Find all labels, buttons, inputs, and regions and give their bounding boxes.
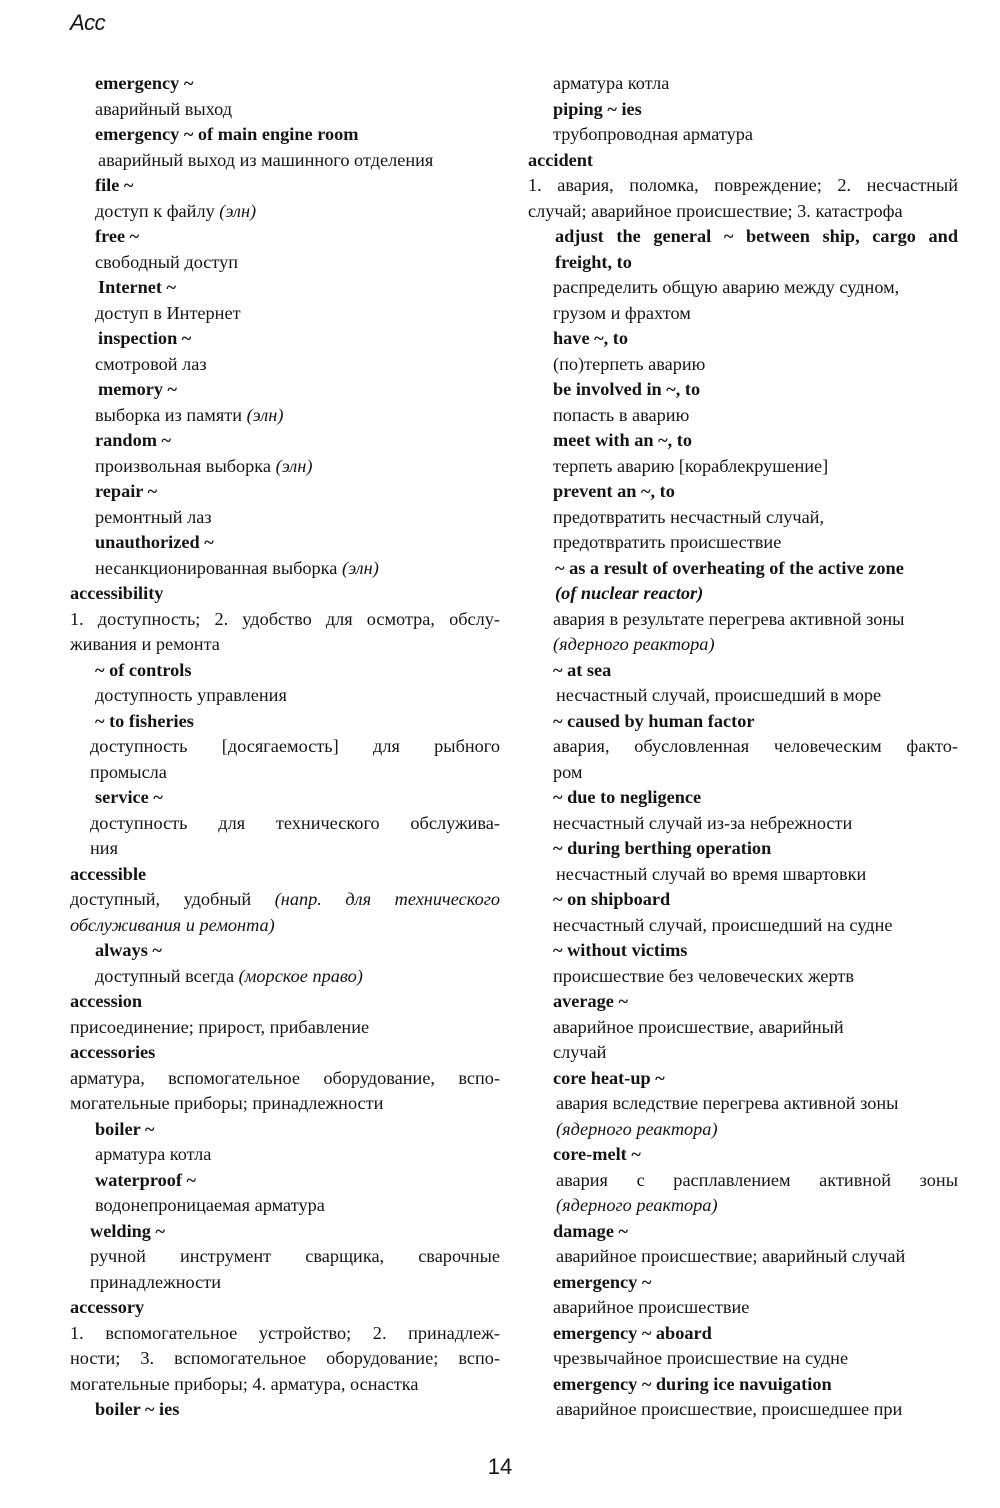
- entry-definition: [70, 1372, 500, 1398]
- entry-definition: [70, 1091, 500, 1117]
- entry-text: аварийное происшествие: [553, 1297, 750, 1317]
- entry-text: free ~: [95, 226, 140, 246]
- entry-text: emergency ~: [553, 1271, 652, 1292]
- entry-definition: [528, 913, 958, 939]
- entry-headword: [70, 938, 500, 964]
- entry-text: доступный, удобный: [70, 889, 275, 909]
- entry-text: always ~: [95, 940, 162, 960]
- entry-text: трубопроводная арматура: [553, 124, 754, 144]
- entry-text: accessories: [70, 1042, 156, 1062]
- entry-definition: [528, 1117, 958, 1143]
- entry-text: принадлежности: [90, 1271, 222, 1292]
- entry-definition: [528, 1168, 958, 1194]
- entry-text: boiler ~ ies: [95, 1399, 180, 1419]
- entry-text: inspection ~: [98, 328, 192, 348]
- entry-headword: [70, 428, 500, 454]
- entry-headword: [528, 428, 958, 454]
- entry-headword: [528, 1270, 958, 1296]
- entry-headword: [70, 530, 500, 556]
- entry-definition: [70, 683, 500, 709]
- entry-text: core-melt ~: [553, 1144, 641, 1164]
- entry-text: несчастный случай из-за небрежности: [553, 812, 853, 833]
- entry-definition: [528, 301, 958, 327]
- entry-definition: [528, 275, 958, 301]
- entry-text: доступность [досягаемость] для рыбного: [90, 736, 500, 756]
- entry-definition: [528, 173, 958, 199]
- entry-text: emergency ~ aboard: [553, 1322, 712, 1343]
- entry-headword: [528, 97, 958, 123]
- entry-definition: [70, 1270, 500, 1296]
- entry-italic-note: (ядерного реактора): [553, 634, 715, 654]
- entry-definition: [528, 1040, 958, 1066]
- entry-definition: [528, 1346, 958, 1372]
- entry-definition: [528, 683, 958, 709]
- entry-text: несчастный случай, происшедший на судне: [553, 914, 893, 935]
- entry-text: accessory: [70, 1297, 145, 1317]
- entry-definition: [528, 403, 958, 429]
- entry-headword: [528, 1321, 958, 1347]
- entry-headword: [528, 556, 958, 582]
- entry-text: (по)терпеть аварию: [553, 353, 706, 374]
- entry-text: происшествие без человеческих жертв: [553, 965, 855, 986]
- entry-headword: [528, 148, 958, 174]
- entry-text: аварийное происшествие, аварийный: [553, 1016, 844, 1037]
- entry-text: repair ~: [95, 481, 158, 501]
- entry-headword: [70, 1117, 500, 1143]
- entry-definition: [528, 505, 958, 531]
- entry-text: смотровой лаз: [95, 353, 207, 374]
- running-head: Acc: [70, 10, 106, 35]
- entry-headword: [528, 479, 958, 505]
- entry-headword: [528, 989, 958, 1015]
- entry-text: be involved in ~, to: [553, 379, 701, 399]
- entry-text: живания и ремонта: [70, 634, 220, 654]
- entry-definition: [528, 862, 958, 888]
- entry-definition: [528, 454, 958, 480]
- entry-headword: [528, 1142, 958, 1168]
- entry-italic-note: обслуживания и ремонта): [70, 914, 275, 935]
- entry-headword: [528, 224, 958, 250]
- entry-definition: [528, 352, 958, 378]
- entry-headword: [70, 122, 500, 148]
- entry-text: распределить общую аварию между судном,: [553, 277, 900, 297]
- entry-italic-note: (напр. для технического: [274, 889, 500, 909]
- entry-definition: [528, 530, 958, 556]
- entry-text: аварийное происшествие, происшедшее при: [556, 1399, 903, 1419]
- entry-definition: [70, 301, 500, 327]
- entry-headword: [70, 989, 500, 1015]
- entry-text: несчастный случай, происшедший в море: [556, 685, 882, 705]
- entry-definition: [528, 122, 958, 148]
- entry-definition: [70, 887, 500, 913]
- entry-text: грузом и фрахтом: [553, 302, 691, 323]
- entry-text: аварийный выход: [95, 98, 233, 119]
- entry-definition: [70, 352, 500, 378]
- entry-headword: [70, 1219, 500, 1245]
- entry-text: damage ~: [553, 1220, 629, 1241]
- entry-text: арматура, вспомогательное оборудование, вспо-: [70, 1067, 500, 1088]
- entry-definition: [528, 632, 958, 658]
- entry-text: арматура котла: [553, 73, 670, 93]
- entry-text: accessibility: [70, 583, 164, 603]
- entry-definition: [70, 1193, 500, 1219]
- entry-text: доступность управления: [95, 685, 287, 705]
- entry-italic-note: (морское право): [238, 965, 363, 986]
- entry-text: ром: [553, 761, 583, 782]
- entry-text: выборка из памяти: [95, 404, 247, 425]
- entry-definition: [70, 964, 500, 990]
- entry-text: core heat-up ~: [553, 1067, 665, 1088]
- entry-definition: [70, 1321, 500, 1347]
- entry-text: meet with an ~, to: [553, 430, 692, 450]
- entry-definition: [70, 1346, 500, 1372]
- entry-definition: [70, 607, 500, 633]
- entry-headword: [528, 658, 958, 684]
- entry-definition: [70, 811, 500, 837]
- entry-headword: [70, 709, 500, 735]
- entry-text: average ~: [553, 991, 628, 1011]
- entry-text: ~ at sea: [553, 659, 612, 680]
- page-number: 14: [487, 1454, 513, 1479]
- entry-headword: [70, 1295, 500, 1321]
- entry-headword: [528, 1372, 958, 1398]
- entry-text: random ~: [95, 430, 172, 450]
- entry-italic-note: (элн): [246, 404, 284, 425]
- entry-text: ~ without victims: [553, 940, 688, 960]
- entry-definition: [70, 734, 500, 760]
- entry-text: ~ to fisheries: [95, 710, 194, 731]
- entry-text: adjust the general ~ between ship, cargo and: [555, 226, 958, 246]
- entry-definition: [528, 1193, 958, 1219]
- entry-text: ~ due to negligence: [553, 787, 702, 807]
- entry-definition: [70, 1244, 500, 1270]
- entry-headword: [70, 1040, 500, 1066]
- entry-definition: [70, 97, 500, 123]
- entry-definition: [70, 403, 500, 429]
- entry-headword: [70, 658, 500, 684]
- entry-definition: [70, 250, 500, 276]
- entry-headword: [528, 250, 958, 276]
- entry-text: попасть в аварию: [553, 404, 690, 425]
- entry-definition: [70, 1015, 500, 1041]
- entry-italic-note: (of nuclear reactor): [555, 583, 704, 603]
- entry-definition: [528, 1244, 958, 1270]
- entry-definition: [528, 71, 958, 97]
- entry-headword: [70, 275, 500, 301]
- entry-headword: [70, 862, 500, 888]
- entry-text: ~ on shipboard: [553, 889, 671, 909]
- entry-headword: [70, 326, 500, 352]
- entry-definition: [528, 1295, 958, 1321]
- entry-text: могательные приборы; 4. арматура, оснастка: [70, 1373, 419, 1394]
- entry-text: водонепроницаемая арматура: [95, 1195, 325, 1215]
- entry-text: have ~, to: [553, 328, 629, 348]
- entry-text: доступный всегда: [95, 965, 239, 986]
- entry-headword: [528, 326, 958, 352]
- entry-text: присоединение; прирост, прибавление: [70, 1016, 370, 1037]
- entry-text: ~ caused by human factor: [553, 710, 755, 731]
- entry-italic-note: (ядерного реактора): [556, 1118, 718, 1139]
- entry-headword: [528, 785, 958, 811]
- entry-text: ручной инструмент сварщика, сварочные: [90, 1246, 500, 1266]
- entry-definition: [528, 734, 958, 760]
- entry-text: piping ~ ies: [553, 98, 642, 119]
- entry-text: случай; аварийное происшествие; 3. катастрофа: [528, 200, 903, 221]
- entry-text: промысла: [90, 761, 167, 782]
- entry-text: аварийный выход из машинного отделения: [98, 149, 434, 170]
- entry-definition: [70, 148, 500, 174]
- entry-text: welding ~: [90, 1220, 166, 1241]
- entry-headword: [70, 224, 500, 250]
- entry-headword: [528, 1066, 958, 1092]
- entry-text: emergency ~: [95, 73, 194, 93]
- entry-text: 1. доступность; 2. удобство для осмотра, обслу-: [70, 608, 500, 629]
- entry-definition: [70, 454, 500, 480]
- entry-text: ремонтный лаз: [95, 506, 212, 527]
- entry-text: авария, обусловленная человеческим факто-: [553, 736, 958, 756]
- entry-headword: [70, 1397, 500, 1423]
- entry-text: несчастный случай во время швартовки: [556, 863, 867, 884]
- entry-text: аварийное происшествие; аварийный случай: [556, 1246, 906, 1266]
- entry-text: accession: [70, 991, 143, 1011]
- entry-definition: [528, 1397, 958, 1423]
- entry-text: freight, to: [555, 251, 632, 272]
- entry-text: emergency ~ of main engine room: [95, 124, 359, 144]
- entry-definition: [528, 811, 958, 837]
- entry-italic-note: (элн): [275, 455, 313, 476]
- entry-headword: [528, 1219, 958, 1245]
- entry-definition: [528, 607, 958, 633]
- entry-definition: [528, 199, 958, 225]
- entry-text: ности; 3. вспомогательное оборудование; вспо-: [70, 1348, 500, 1368]
- entry-headword: [70, 479, 500, 505]
- entry-text: предотвратить происшествие: [553, 532, 782, 552]
- entry-definition: [528, 760, 958, 786]
- entry-text: 1. вспомогательное устройство; 2. принадлеж-: [70, 1322, 500, 1343]
- entry-text: Internet ~: [98, 277, 177, 297]
- entry-text: service ~: [95, 787, 163, 807]
- entry-definition: [70, 199, 500, 225]
- entry-text: авария вследствие перегрева активной зоны: [556, 1093, 899, 1113]
- entry-text: accessible: [70, 863, 147, 884]
- entry-headword: [70, 581, 500, 607]
- entry-text: file ~: [95, 175, 134, 195]
- entry-text: ~ during berthing operation: [553, 838, 772, 858]
- entry-italic-note: (элн): [219, 200, 257, 221]
- entry-text: произвольная выборка: [95, 455, 276, 476]
- entry-headword: [70, 71, 500, 97]
- entry-text: случай: [553, 1042, 607, 1062]
- entry-headword: [528, 581, 958, 607]
- entry-headword: [70, 377, 500, 403]
- entry-headword: [70, 785, 500, 811]
- entry-headword: [528, 887, 958, 913]
- entry-text: терпеть аварию [кораблекрушение]: [553, 455, 829, 476]
- left-column: [70, 71, 500, 1423]
- entry-headword: [528, 709, 958, 735]
- entry-text: могательные приборы; принадлежности: [70, 1093, 384, 1113]
- entry-text: unauthorized ~: [95, 532, 214, 552]
- entry-text: ния: [90, 838, 118, 858]
- entry-text: ~ of controls: [95, 659, 192, 680]
- entry-text: memory ~: [98, 379, 178, 399]
- entry-text: ~ as a result of overheating of the active zone: [555, 557, 904, 578]
- entry-definition: [70, 632, 500, 658]
- entry-text: доступ в Интернет: [95, 302, 241, 323]
- entry-italic-note: (ядерного реактора): [556, 1195, 718, 1215]
- entry-text: доступ к файлу: [95, 200, 220, 221]
- entry-definition: [70, 760, 500, 786]
- entry-text: предотвратить несчастный случай,: [553, 506, 825, 527]
- entry-text: emergency ~ during ice navuigation: [553, 1373, 832, 1394]
- entry-text: boiler ~: [95, 1118, 155, 1139]
- entry-text: waterproof ~: [95, 1169, 197, 1190]
- entry-definition: [70, 556, 500, 582]
- entry-text: prevent an ~, to: [553, 481, 675, 501]
- entry-text: чрезвычайное происшествие на судне: [553, 1348, 849, 1368]
- entry-italic-note: (элн): [341, 557, 379, 578]
- entry-definition: [70, 1066, 500, 1092]
- entry-text: авария с расплавлением активной зоны: [556, 1169, 958, 1190]
- entry-text: доступность для технического обслужива-: [90, 812, 500, 833]
- entry-text: арматура котла: [95, 1144, 212, 1164]
- entry-text: 1. авария, поломка, повреждение; 2. несчастный: [528, 175, 958, 195]
- entry-definition: [70, 505, 500, 531]
- entry-headword: [70, 1168, 500, 1194]
- entry-headword: [70, 173, 500, 199]
- entry-definition: [528, 1015, 958, 1041]
- entry-text: accident: [528, 149, 593, 170]
- right-column: [528, 71, 958, 1423]
- entry-text: авария в результате перегрева активной зоны: [553, 608, 905, 629]
- entry-definition: [528, 1091, 958, 1117]
- entry-text: свободный доступ: [95, 251, 239, 272]
- entry-text: несанкционированная выборка: [95, 557, 342, 578]
- entry-headword: [528, 938, 958, 964]
- entry-definition: [528, 964, 958, 990]
- entry-definition: [70, 913, 500, 939]
- entry-headword: [528, 377, 958, 403]
- entry-definition: [70, 836, 500, 862]
- entry-definition: [70, 1142, 500, 1168]
- entry-headword: [528, 836, 958, 862]
